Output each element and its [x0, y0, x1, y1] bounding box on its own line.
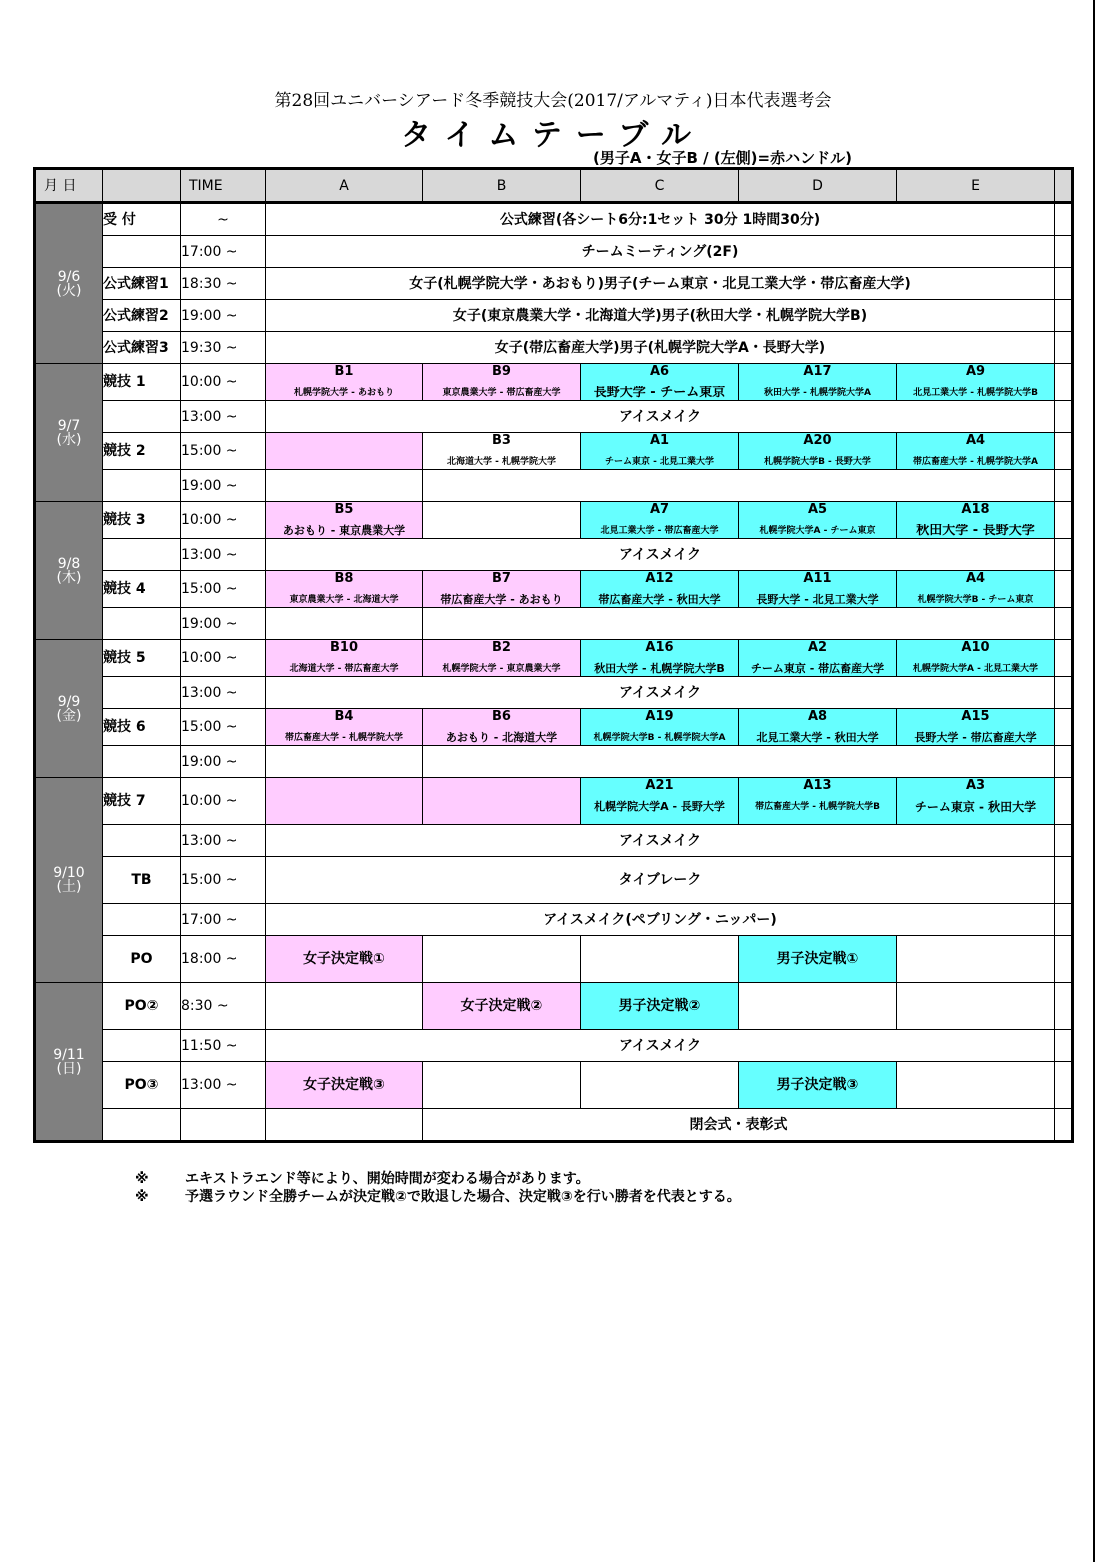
time-cell: 17:00 ~ — [181, 236, 266, 268]
match-cell: B3 北海道大学 - 札幌学院大学 — [423, 433, 581, 470]
session-label: 競技 5 — [103, 640, 181, 677]
span-cell: アイスメイク(ペブリング・ニッパー) — [266, 904, 1055, 936]
date-cell: 9/9 (金) — [35, 640, 103, 778]
match-cell: A1 チーム東京 - 北見工業大学 — [581, 433, 739, 470]
match-cell: A16 秋田大学 - 札幌学院大学B — [581, 640, 739, 677]
final-cell: 女子決定戦① — [266, 936, 423, 983]
time-cell: 19:00 ~ — [181, 608, 266, 640]
date-column-header: 月 日 — [35, 169, 103, 203]
span-cell: アイスメイク — [266, 401, 1055, 433]
match-cell: A18 秋田大学 - 長野大学 — [897, 502, 1055, 539]
match-cell: A13 帯広畜産大学 - 札幌学院大学B — [739, 778, 897, 825]
match-cell: A8 北見工業大学 - 秋田大学 — [739, 709, 897, 746]
match-cell: A7 北見工業大学 - 帯広畜産大学 — [581, 502, 739, 539]
match-cell: A11 長野大学 - 北見工業大学 — [739, 571, 897, 608]
table-row — [35, 236, 1073, 268]
time-cell: 17:00 ~ — [181, 904, 266, 936]
session-label: PO② — [103, 983, 181, 1030]
table-row — [35, 904, 1073, 936]
time-cell: 15:00 ~ — [181, 571, 266, 608]
session-label: 公式練習1 — [103, 268, 181, 300]
match-cell: A5 札幌学院大学A - チーム東京 — [739, 502, 897, 539]
time-cell: 19:00 ~ — [181, 746, 266, 778]
table-row — [35, 571, 1073, 608]
match-cell: A10 札幌学院大学A - 北見工業大学 — [897, 640, 1055, 677]
date-cell: 9/11 (日) — [35, 983, 103, 1142]
time-cell: 15:00 ~ — [181, 857, 266, 904]
session-label: 競技 2 — [103, 433, 181, 470]
time-cell: 10:00 ~ — [181, 640, 266, 677]
match-cell: A4 札幌学院大学B - チーム東京 — [897, 571, 1055, 608]
match-cell: A9 北見工業大学 - 札幌学院大学B — [897, 364, 1055, 401]
sheet-b-header: B — [423, 169, 581, 203]
table-row — [35, 502, 1073, 539]
time-cell: 13:00 ~ — [181, 539, 266, 571]
table-row — [35, 300, 1073, 332]
table-row — [35, 203, 1073, 236]
time-cell: 10:00 ~ — [181, 778, 266, 825]
session-label: 競技 1 — [103, 364, 181, 401]
table-row — [35, 433, 1073, 470]
match-cell — [266, 433, 423, 470]
match-cell: B1 札幌学院大学 - あおもり — [266, 364, 423, 401]
table-row — [35, 857, 1073, 904]
final-cell: 女子決定戦③ — [266, 1062, 423, 1109]
sheet-d-header: D — [739, 169, 897, 203]
session-label: 公式練習3 — [103, 332, 181, 364]
time-cell: 13:00 ~ — [181, 401, 266, 433]
session-column-header — [103, 169, 181, 203]
page-subtitle: 第28回ユニバーシアード冬季競技大会(2017/アルマティ)日本代表選考会 — [274, 91, 832, 111]
date-cell: 9/6 (火) — [35, 203, 103, 364]
time-cell: 18:30 ~ — [181, 268, 266, 300]
match-cell: B8 東京農業大学 - 北海道大学 — [266, 571, 423, 608]
span-cell: 女子(帯広畜産大学)男子(札幌学院大学A・長野大学) — [266, 332, 1055, 364]
span-cell: 閉会式・表彰式 — [423, 1109, 1055, 1142]
time-cell: 19:00 ~ — [181, 300, 266, 332]
match-cell: A15 長野大学 - 帯広畜産大学 — [897, 709, 1055, 746]
match-cell: B5 あおもり - 東京農業大学 — [266, 502, 423, 539]
match-cell — [423, 502, 581, 539]
table-row — [35, 268, 1073, 300]
table-row — [35, 1109, 1073, 1142]
date-cell: 9/7 (水) — [35, 364, 103, 502]
time-cell: 10:00 ~ — [181, 502, 266, 539]
span-cell: アイスメイク — [266, 825, 1055, 857]
table-row — [35, 640, 1073, 677]
header-row — [35, 169, 1073, 203]
match-cell: A4 帯広畜産大学 - 札幌学院大学A — [897, 433, 1055, 470]
time-cell: 18:00 ~ — [181, 936, 266, 983]
table-row — [35, 778, 1073, 825]
date-cell: 9/10 (土) — [35, 778, 103, 983]
match-cell: B6 あおもり - 北海道大学 — [423, 709, 581, 746]
match-cell: A19 札幌学院大学B - 札幌学院大学A — [581, 709, 739, 746]
time-cell: 19:00 ~ — [181, 470, 266, 502]
time-cell: ~ — [181, 203, 266, 236]
time-cell: 15:00 ~ — [181, 709, 266, 746]
match-cell: B10 北海道大学 - 帯広畜産大学 — [266, 640, 423, 677]
header-filler — [1055, 169, 1073, 203]
span-cell: タイブレーク — [266, 857, 1055, 904]
time-table — [33, 167, 1074, 1143]
table-row — [35, 470, 1073, 502]
span-cell: アイスメイク — [266, 1030, 1055, 1062]
table-row — [35, 364, 1073, 401]
span-cell: アイスメイク — [266, 539, 1055, 571]
time-cell: 13:00 ~ — [181, 825, 266, 857]
time-cell: 15:00 ~ — [181, 433, 266, 470]
sheet-a-header: A — [266, 169, 423, 203]
session-label: 受 付 — [103, 203, 181, 236]
session-label: PO — [103, 936, 181, 983]
session-label: PO③ — [103, 1062, 181, 1109]
span-cell: 女子(札幌学院大学・あおもり)男子(チーム東京・北見工業大学・帯広畜産大学) — [266, 268, 1055, 300]
footnote: ※ 予選ラウンド全勝チームが決定戦②で敗退した場合、決定戦③を行い勝者を代表とする。 — [135, 1189, 741, 1205]
span-cell: 女子(東京農業大学・北海道大学)男子(秋田大学・札幌学院大学B) — [266, 300, 1055, 332]
match-cell: A2 チーム東京 - 帯広畜産大学 — [739, 640, 897, 677]
session-label: TB — [103, 857, 181, 904]
page-edge-line — [1093, 0, 1095, 1562]
table-row — [35, 1062, 1073, 1109]
session-label: 競技 7 — [103, 778, 181, 825]
span-cell: チームミーティング(2F) — [266, 236, 1055, 268]
final-cell: 男子決定戦① — [739, 936, 897, 983]
table-row — [35, 746, 1073, 778]
match-cell — [266, 778, 423, 825]
time-cell: 11:50 ~ — [181, 1030, 266, 1062]
match-cell: A20 札幌学院大学B - 長野大学 — [739, 433, 897, 470]
time-column-header: TIME — [181, 169, 266, 203]
time-cell: 19:30 ~ — [181, 332, 266, 364]
session-label: 競技 6 — [103, 709, 181, 746]
table-row — [35, 709, 1073, 746]
page-title: タイムテーブル — [400, 118, 706, 153]
table-row — [35, 539, 1073, 571]
table-row — [35, 608, 1073, 640]
time-cell: 8:30 ~ — [181, 983, 266, 1030]
sheet-e-header: E — [897, 169, 1055, 203]
footnote: ※ エキストラエンド等により、開始時間が変わる場合があります。 — [135, 1171, 590, 1187]
table-row — [35, 401, 1073, 433]
date-cell: 9/8 (木) — [35, 502, 103, 640]
match-cell: A17 秋田大学 - 札幌学院大学A — [739, 364, 897, 401]
match-cell: B9 東京農業大学 - 帯広畜産大学 — [423, 364, 581, 401]
footnotes — [135, 1170, 741, 1206]
table-row — [35, 825, 1073, 857]
match-cell: A3 チーム東京 - 秋田大学 — [897, 778, 1055, 825]
table-row — [35, 332, 1073, 364]
table-row — [35, 936, 1073, 983]
time-cell: 10:00 ~ — [181, 364, 266, 401]
match-cell: A21 札幌学院大学A - 長野大学 — [581, 778, 739, 825]
session-label: 公式練習2 — [103, 300, 181, 332]
match-cell — [423, 778, 581, 825]
final-cell: 男子決定戦③ — [739, 1062, 897, 1109]
table-row — [35, 677, 1073, 709]
span-cell: アイスメイク — [266, 677, 1055, 709]
legend-note: (男子A・女子B / (左側)=赤ハンドル) — [593, 149, 852, 167]
sheet-c-header: C — [581, 169, 739, 203]
time-cell: 13:00 ~ — [181, 1062, 266, 1109]
session-label: 競技 3 — [103, 502, 181, 539]
match-cell: B7 帯広畜産大学 - あおもり — [423, 571, 581, 608]
table-row — [35, 1030, 1073, 1062]
span-cell: 公式練習(各シート6分:1セット 30分 1時間30分) — [266, 203, 1055, 236]
match-cell: A6 長野大学 - チーム東京 — [581, 364, 739, 401]
match-cell: B2 札幌学院大学 - 東京農業大学 — [423, 640, 581, 677]
final-cell: 女子決定戦② — [423, 983, 581, 1030]
final-cell: 男子決定戦② — [581, 983, 739, 1030]
session-label: 競技 4 — [103, 571, 181, 608]
match-cell: B4 帯広畜産大学 - 札幌学院大学 — [266, 709, 423, 746]
match-cell: A12 帯広畜産大学 - 秋田大学 — [581, 571, 739, 608]
time-cell: 13:00 ~ — [181, 677, 266, 709]
table-row — [35, 983, 1073, 1030]
